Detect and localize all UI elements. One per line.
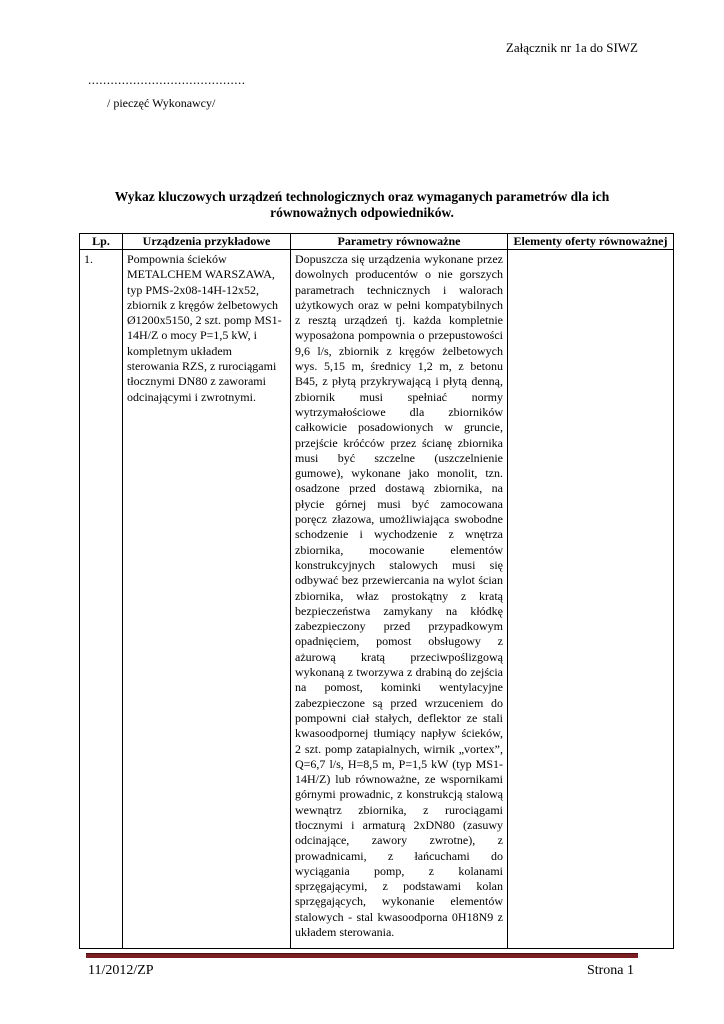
header-parameters: Parametry równoważne [291,234,508,250]
document-title: Wykaz kluczowych urządzeń technologicznych oraz wymaganych parametrów dla ich równoważnych odpowiedników. [114,189,610,220]
table-row [80,250,674,949]
footer-reference: 11/2012/ZP [88,963,154,978]
annex-label: Załącznik nr 1a do SIWZ [505,40,638,55]
header-devices: Urządzenia przykładowe [123,234,291,250]
row-parameters: Dopuszcza się urządzenia wykonane przez dowolnych producentów o nie gorszych parametrach technicznych i walorach użytkowych oraz w pełni kompatybilnych z resztą urządzeń tj. każda kompletnie wyposażona pompownia o przepustowości 9,6 l/s, zbiornik z kręgów żelbetowych wys. 5,15 m, średnicy 1,2 m, z betonu B45, z płytą przykrywającą i płytą denną, zbiornik musi spełniać normy wytrzymałościowe dla zbiorników całkowicie posadowionych w gruncie, przejście króćców przez ścianę zbiornika musi być szczelne (uszczelnienie gumowe), wykonane jako monolit, tzn. osadzone przed dostawą zbiornika, na płycie górnej musi być zamocowana poręcz złazowa, umożliwiająca swobodne schodzenie i wychodzenie z wnętrza zbiornika, mocowanie elementów konstrukcyjnych stalowych musi się odbywać bez przewiercania na wylot ścian zbiornika, właz prostokątny z kratą bezpieczeństwa zamykany na kłódkę zabezpieczony przed przypadkowym opadnięciem, pomost obsługowy z ażurową kratą przeciwpoślizgową wykonaną z tworzywa z drabiną do zejścia na pomost, kominki wentylacyjne zabezpieczone są przed wrzuceniem do pompowni ciał stałych, deflektor ze stali kwasoodpornej tłumiący napływ ścieków, 2 szt. pomp zatapialnych, wirnik „vortex”, Q=6,7 l/s, H=8,5 m, P=1,5 kW (typ MS1-14H/Z) lub równoważne, ze wspornikami górnymi prowadnic, z konstrukcją stalową wewnątrz zbiornika, z rurociągami tłocznymi i armaturą 2xDN80 (zasuwy odcinające, zawory zwrotne), z prowadnicami, z łańcuchami do wyciągania pomp, z kolanami sprzęgającymi, z podstawami kolan sprzęgających, wykonanie elementów stalowych - stal kwasoodporna 0H18N9 z układem sterowania. [291,250,508,949]
footer-divider [86,953,638,958]
row-lp: 1. [80,250,123,949]
row-device: Pompownia ścieków METALCHEM WARSZAWA, typ PMS-2x08-14H-12x52, zbiornik z kręgów żelbetowych Ø1200x5150, 2 szt. pomp MS1-14H/Z o mocy P=1,5 kW, i kompletnym układem sterowania RZS, z rurociągami tłocznymi DN80 z zaworami odcinającymi i zwrotnymi. [123,250,291,949]
header-offer-elements: Elementy oferty równoważnej [508,234,674,250]
stamp-label: / pieczęć Wykonawcy/ [107,96,216,110]
row-offer-elements [508,250,674,949]
page-number: Strona 1 [586,963,634,978]
stamp-dots: .......................................... [88,72,246,87]
equipment-table [79,233,674,949]
table-header-row [80,234,674,250]
header-lp: Lp. [80,234,123,250]
